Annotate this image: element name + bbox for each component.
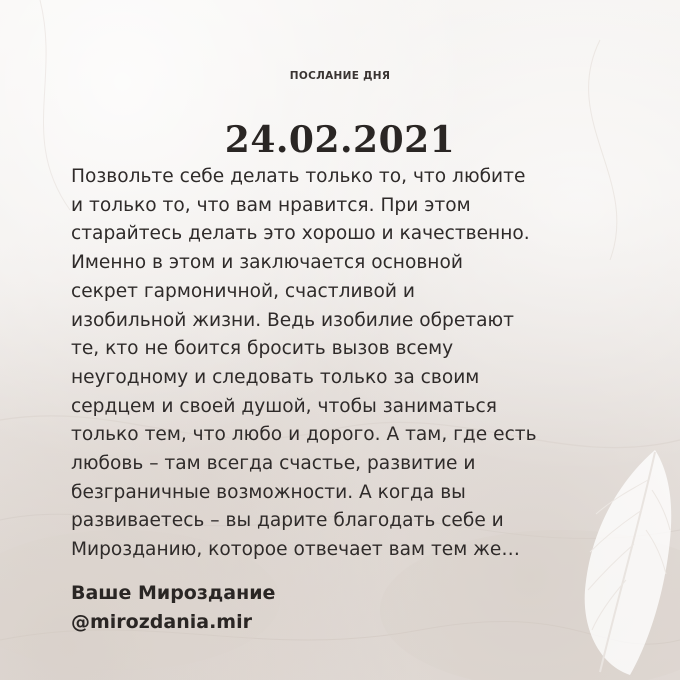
post-signature: Ваше Мироздание bbox=[71, 582, 276, 604]
post-caption: ПОСЛАНИЕ ДНЯ bbox=[289, 70, 391, 82]
post-date: 24.02.2021 bbox=[224, 119, 456, 161]
post-message: Позвольте себе делать только то, что любите и только то, что вам нравится. При этом старайтесь делать это хорошо и качественно. Именно в этом и заключается основной секрет гармоничной, счастливой и изобильной жизни. Ведь изобилие обретают те, кто не боится бросить вызов всему неугодному и следовать только за своим сердцем и своей душой, чтобы заниматься только тем, что любо и дорого. А там, где есть любовь – там всегда счастье, развитие и безграничные возможности. А когда вы развиваетесь – вы дарите благодать себе и Мирозданию, которое отвечает вам тем же… bbox=[71, 166, 537, 561]
account-handle: @mirozdania.mir bbox=[71, 611, 252, 633]
